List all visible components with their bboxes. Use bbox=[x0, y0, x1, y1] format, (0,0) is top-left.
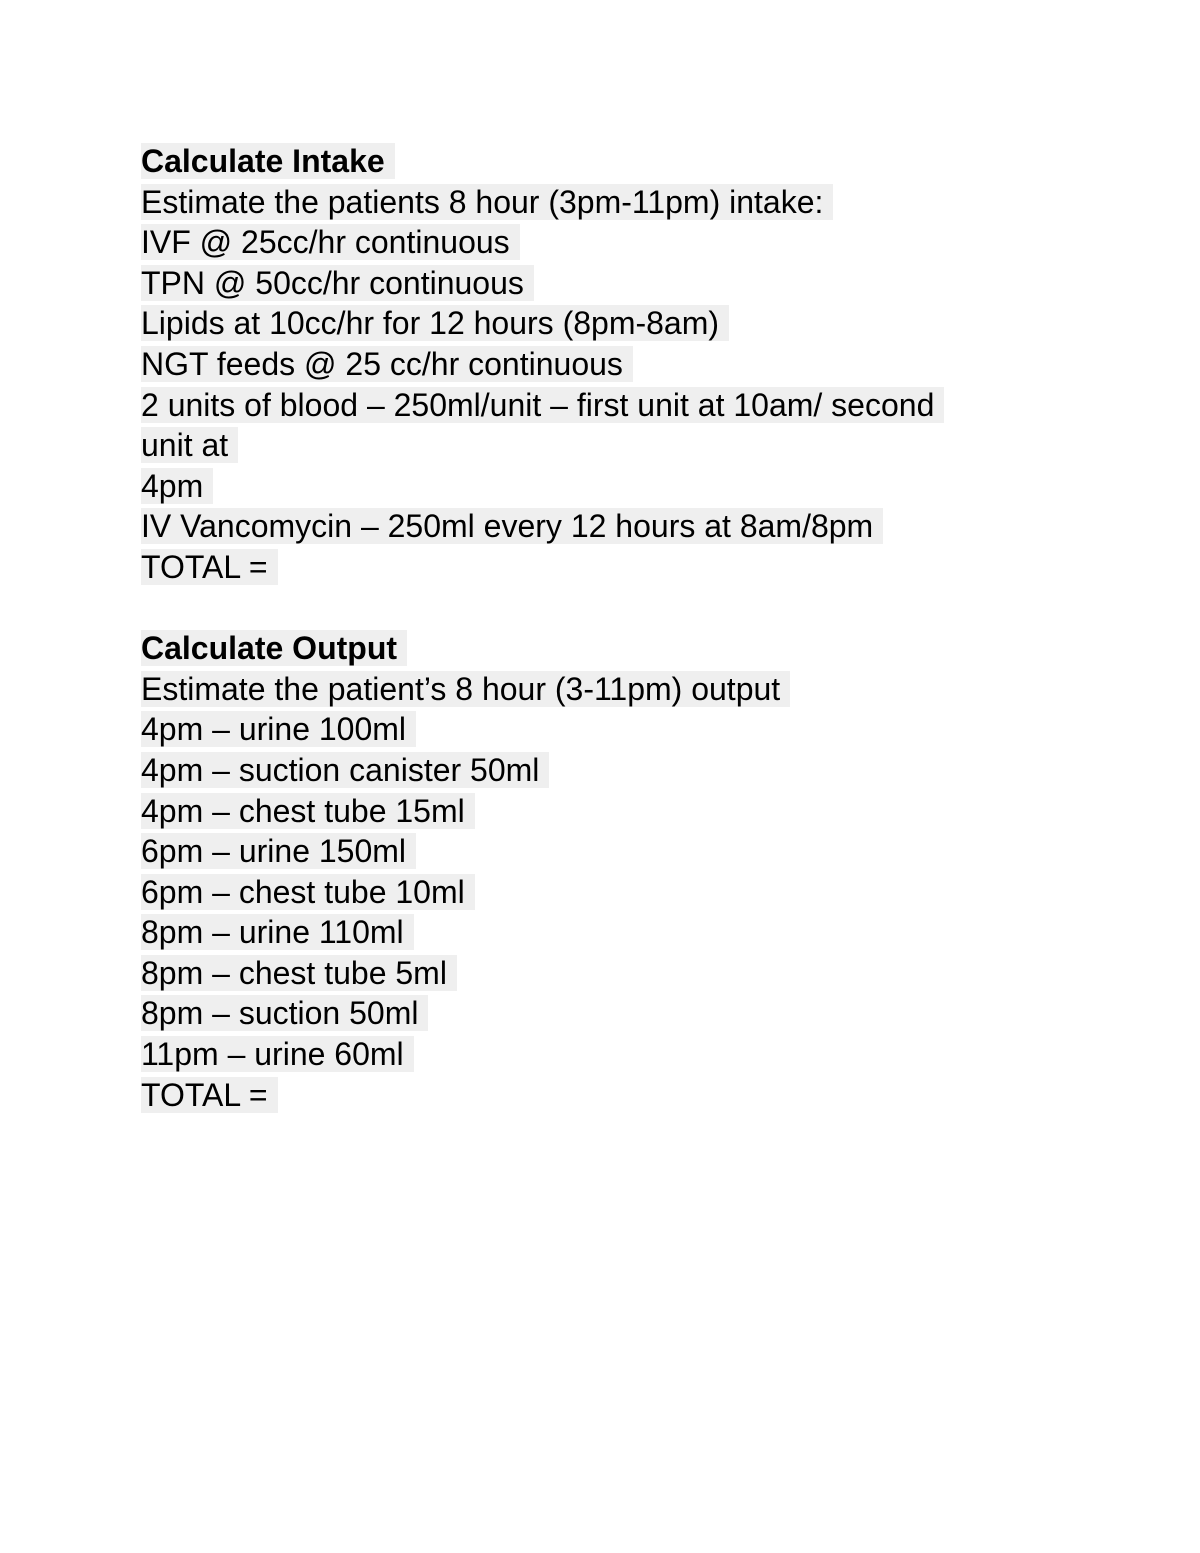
output-line-6 bbox=[141, 872, 1101, 913]
intake-line-1 bbox=[141, 182, 1101, 223]
section-spacer bbox=[141, 588, 1101, 629]
intake-item-ivf: IVF @ 25cc/hr continuous bbox=[141, 224, 520, 260]
output-item: 4pm – suction canister 50ml bbox=[141, 752, 549, 788]
output-item: 8pm – suction 50ml bbox=[141, 995, 428, 1031]
intake-heading: Calculate Intake bbox=[141, 143, 395, 179]
intake-item-vancomycin: IV Vancomycin – 250ml every 12 hours at 8am/8pm bbox=[141, 508, 883, 544]
intake-line-5 bbox=[141, 344, 1101, 385]
intake-item-blood-cont-1: unit at bbox=[141, 427, 238, 463]
intake-line-4 bbox=[141, 303, 1101, 344]
intake-line-3 bbox=[141, 263, 1101, 304]
output-instruction: Estimate the patient’s 8 hour (3-11pm) output bbox=[141, 671, 790, 707]
intake-line-6 bbox=[141, 385, 1101, 426]
output-line-8 bbox=[141, 953, 1101, 994]
output-line-4 bbox=[141, 791, 1101, 832]
intake-line-2 bbox=[141, 222, 1101, 263]
intake-instruction: Estimate the patients 8 hour (3pm-11pm) intake: bbox=[141, 184, 833, 220]
output-item: 11pm – urine 60ml bbox=[141, 1036, 414, 1072]
output-item: 8pm – urine 110ml bbox=[141, 914, 414, 950]
output-item: 6pm – urine 150ml bbox=[141, 833, 416, 869]
output-line-10 bbox=[141, 1034, 1101, 1075]
document-content bbox=[141, 141, 1101, 1115]
output-line-1 bbox=[141, 669, 1101, 710]
intake-item-blood: 2 units of blood – 250ml/unit – first unit at 10am/ second bbox=[141, 387, 944, 423]
output-heading: Calculate Output bbox=[141, 630, 407, 666]
intake-line-7 bbox=[141, 425, 1101, 466]
output-item: 4pm – urine 100ml bbox=[141, 711, 416, 747]
intake-item-lipids: Lipids at 10cc/hr for 12 hours (8pm-8am) bbox=[141, 305, 729, 341]
output-item: 6pm – chest tube 10ml bbox=[141, 874, 475, 910]
intake-line-10 bbox=[141, 547, 1101, 588]
intake-item-ngt-feeds: NGT feeds @ 25 cc/hr continuous bbox=[141, 346, 633, 382]
output-line-5 bbox=[141, 831, 1101, 872]
output-heading-line bbox=[141, 628, 1101, 669]
intake-total: TOTAL = bbox=[141, 549, 278, 585]
output-item: 4pm – chest tube 15ml bbox=[141, 793, 475, 829]
intake-heading-line bbox=[141, 141, 1101, 182]
output-line-7 bbox=[141, 912, 1101, 953]
intake-section bbox=[141, 141, 1101, 588]
intake-item-blood-cont-2: 4pm bbox=[141, 468, 213, 504]
output-line-9 bbox=[141, 993, 1101, 1034]
output-line-2 bbox=[141, 709, 1101, 750]
intake-line-9 bbox=[141, 506, 1101, 547]
output-total: TOTAL = bbox=[141, 1077, 278, 1113]
output-line-11 bbox=[141, 1075, 1101, 1116]
intake-line-8 bbox=[141, 466, 1101, 507]
intake-item-tpn: TPN @ 50cc/hr continuous bbox=[141, 265, 534, 301]
output-section bbox=[141, 628, 1101, 1115]
output-item: 8pm – chest tube 5ml bbox=[141, 955, 457, 991]
output-line-3 bbox=[141, 750, 1101, 791]
